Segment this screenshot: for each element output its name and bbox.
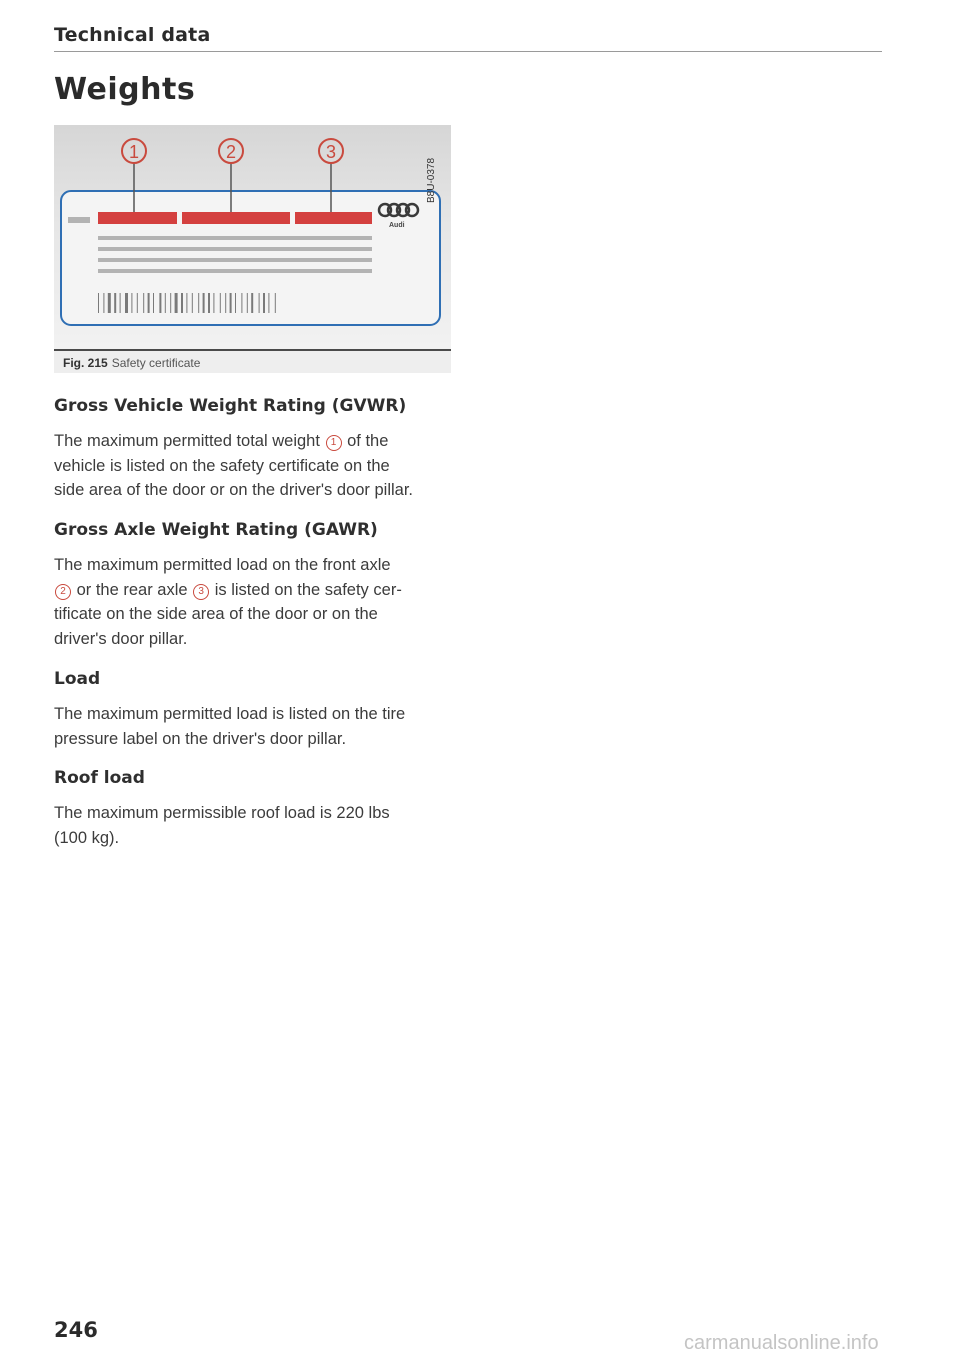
figure-code: B8U-0378: [426, 157, 437, 203]
text-segment: is listed on the safety cer-: [210, 580, 402, 599]
paragraph-load: [54, 702, 454, 751]
svg-text:2: 2: [225, 142, 237, 162]
paragraph-line: [54, 578, 454, 603]
callout-reference: 3: [193, 584, 209, 600]
paragraph-line: [54, 727, 454, 752]
watermark: carmanualsonline.info: [684, 1332, 879, 1354]
figure: [54, 125, 451, 373]
heading-load: Load: [54, 669, 101, 689]
paragraph-line: [54, 801, 454, 826]
text-segment: or the rear axle: [72, 580, 193, 599]
paragraph-line: [54, 627, 454, 652]
text-segment: driver's door pillar.: [54, 629, 188, 648]
paragraph-line: [54, 478, 454, 503]
paragraph-line: [54, 454, 454, 479]
text-segment: tificate on the side area of the door or on the: [54, 605, 378, 623]
heading-gvwr: Gross Vehicle Weight Rating (GVWR): [54, 396, 407, 416]
text-segment: The maximum permitted load is listed on the tire: [54, 705, 406, 723]
section-header: Technical data: [54, 24, 211, 46]
figure-caption-text: Safety certificate: [111, 356, 201, 370]
page-title: Weights: [54, 72, 196, 107]
callout-reference: 1: [326, 435, 342, 451]
text-segment: vehicle is listed on the safety certificate on the: [54, 456, 390, 475]
callout-3: [319, 139, 343, 163]
callout-2: [219, 139, 243, 163]
brand-label: Audi: [389, 222, 405, 229]
text-segment: The maximum permitted load on the front axle: [54, 556, 391, 574]
text-segment: The maximum permitted total weight: [54, 432, 325, 450]
callout-reference: 2: [55, 584, 71, 600]
paragraph-line: [54, 429, 454, 454]
paragraph-line: [54, 553, 454, 578]
text-segment: The maximum permissible roof load is 220 lbs: [54, 804, 390, 822]
safety-certificate-illustration: [54, 125, 451, 351]
svg-text:3: 3: [325, 142, 337, 162]
figure-number: Fig. 215: [63, 356, 108, 370]
paragraph-line: [54, 702, 454, 727]
header-divider: [54, 51, 882, 52]
figure-caption: [54, 353, 460, 373]
text-segment: of the: [342, 432, 389, 450]
text-segment: pressure label on the driver's door pillar.: [54, 729, 347, 748]
callout-1: [122, 139, 146, 163]
svg-text:1: 1: [128, 142, 140, 162]
paragraph-gawr: [54, 553, 454, 651]
heading-gawr: Gross Axle Weight Rating (GAWR): [54, 520, 378, 540]
text-segment: side area of the door or on the driver's door pillar.: [54, 481, 414, 499]
page-number: 246: [54, 1318, 98, 1342]
paragraph-line: [54, 826, 454, 851]
heading-roof-load: Roof load: [54, 768, 145, 788]
paragraph-roof-load: [54, 801, 454, 850]
paragraph-line: [54, 602, 454, 627]
paragraph-gvwr: [54, 429, 454, 503]
text-segment: (100 kg).: [54, 828, 120, 847]
